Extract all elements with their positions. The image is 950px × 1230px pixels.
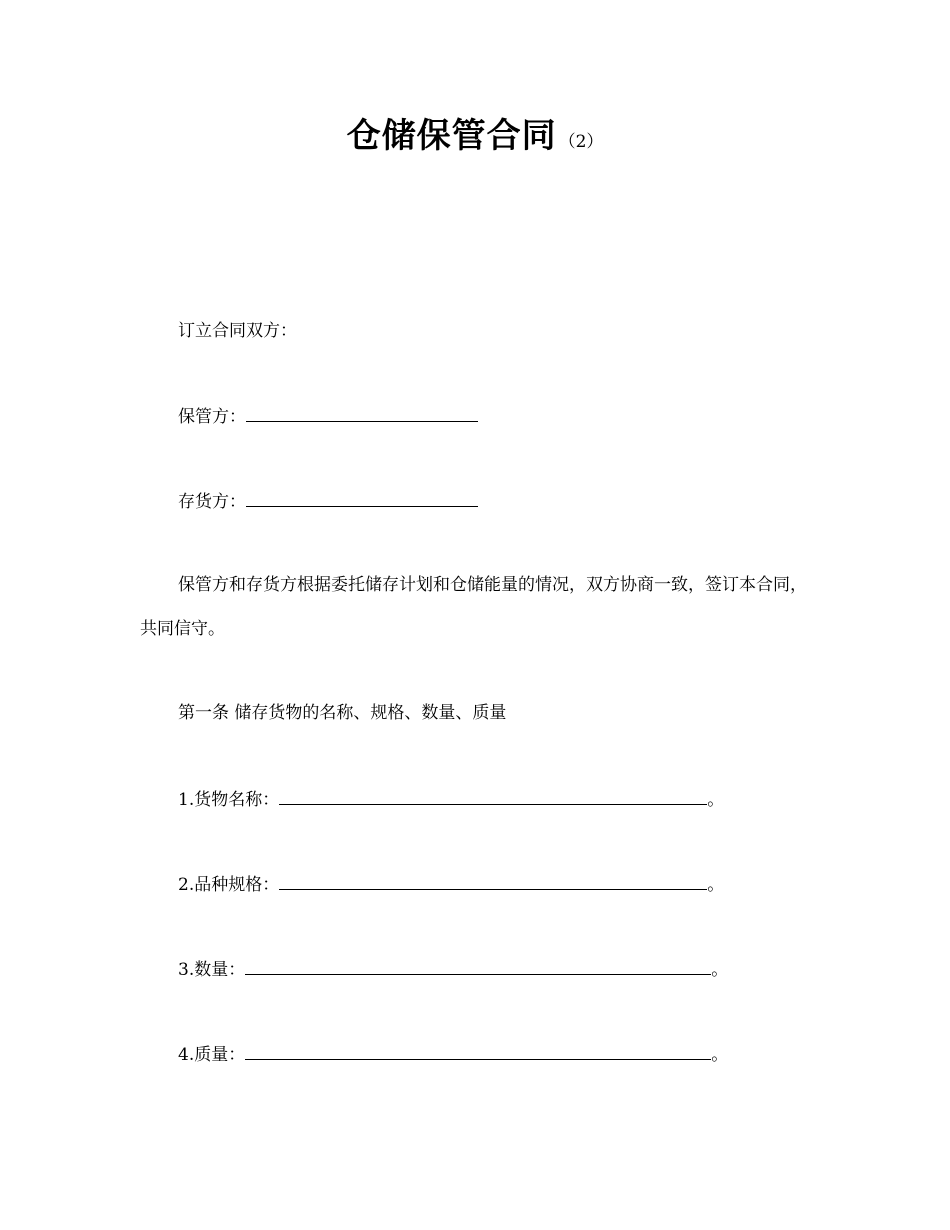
item-blank: [279, 788, 707, 805]
item-blank: [245, 958, 711, 975]
title-main: 仓储保管合同: [346, 116, 557, 156]
item-end: 。: [711, 1045, 729, 1065]
item-blank: [245, 1043, 711, 1060]
custodian-label: 保管方：: [178, 407, 246, 427]
article1-heading: 第一条 储存货物的名称、规格、数量、质量: [178, 703, 507, 723]
depositor-label: 存货方：: [178, 492, 246, 512]
parties-intro: 订立合同双方：: [178, 321, 297, 341]
item-quality: [178, 1043, 728, 1066]
item-label: 2.品种规格：: [178, 875, 280, 895]
item-variety-spec: [178, 873, 724, 896]
item-label: 1.货物名称：: [178, 790, 280, 810]
item-end: 。: [707, 790, 725, 810]
item-goods-name: [178, 788, 724, 811]
depositor-blank: [246, 490, 478, 507]
item-label: 4.质量：: [178, 1045, 246, 1065]
preamble-paragraph: 保管方和存货方根据委托储存计划和仓储能量的情况，双方协商一致，签订本合同，共同信守。: [140, 575, 807, 639]
item-blank: [279, 873, 707, 890]
item-label: 3.数量：: [178, 960, 246, 980]
item-end: 。: [707, 875, 725, 895]
item-quantity: [178, 958, 728, 981]
document-title: [0, 108, 950, 157]
item-end: 。: [711, 960, 729, 980]
title-sub: （2）: [558, 132, 604, 152]
custodian-blank: [246, 405, 478, 422]
depositor-line: [178, 490, 478, 513]
custodian-line: [178, 405, 478, 428]
